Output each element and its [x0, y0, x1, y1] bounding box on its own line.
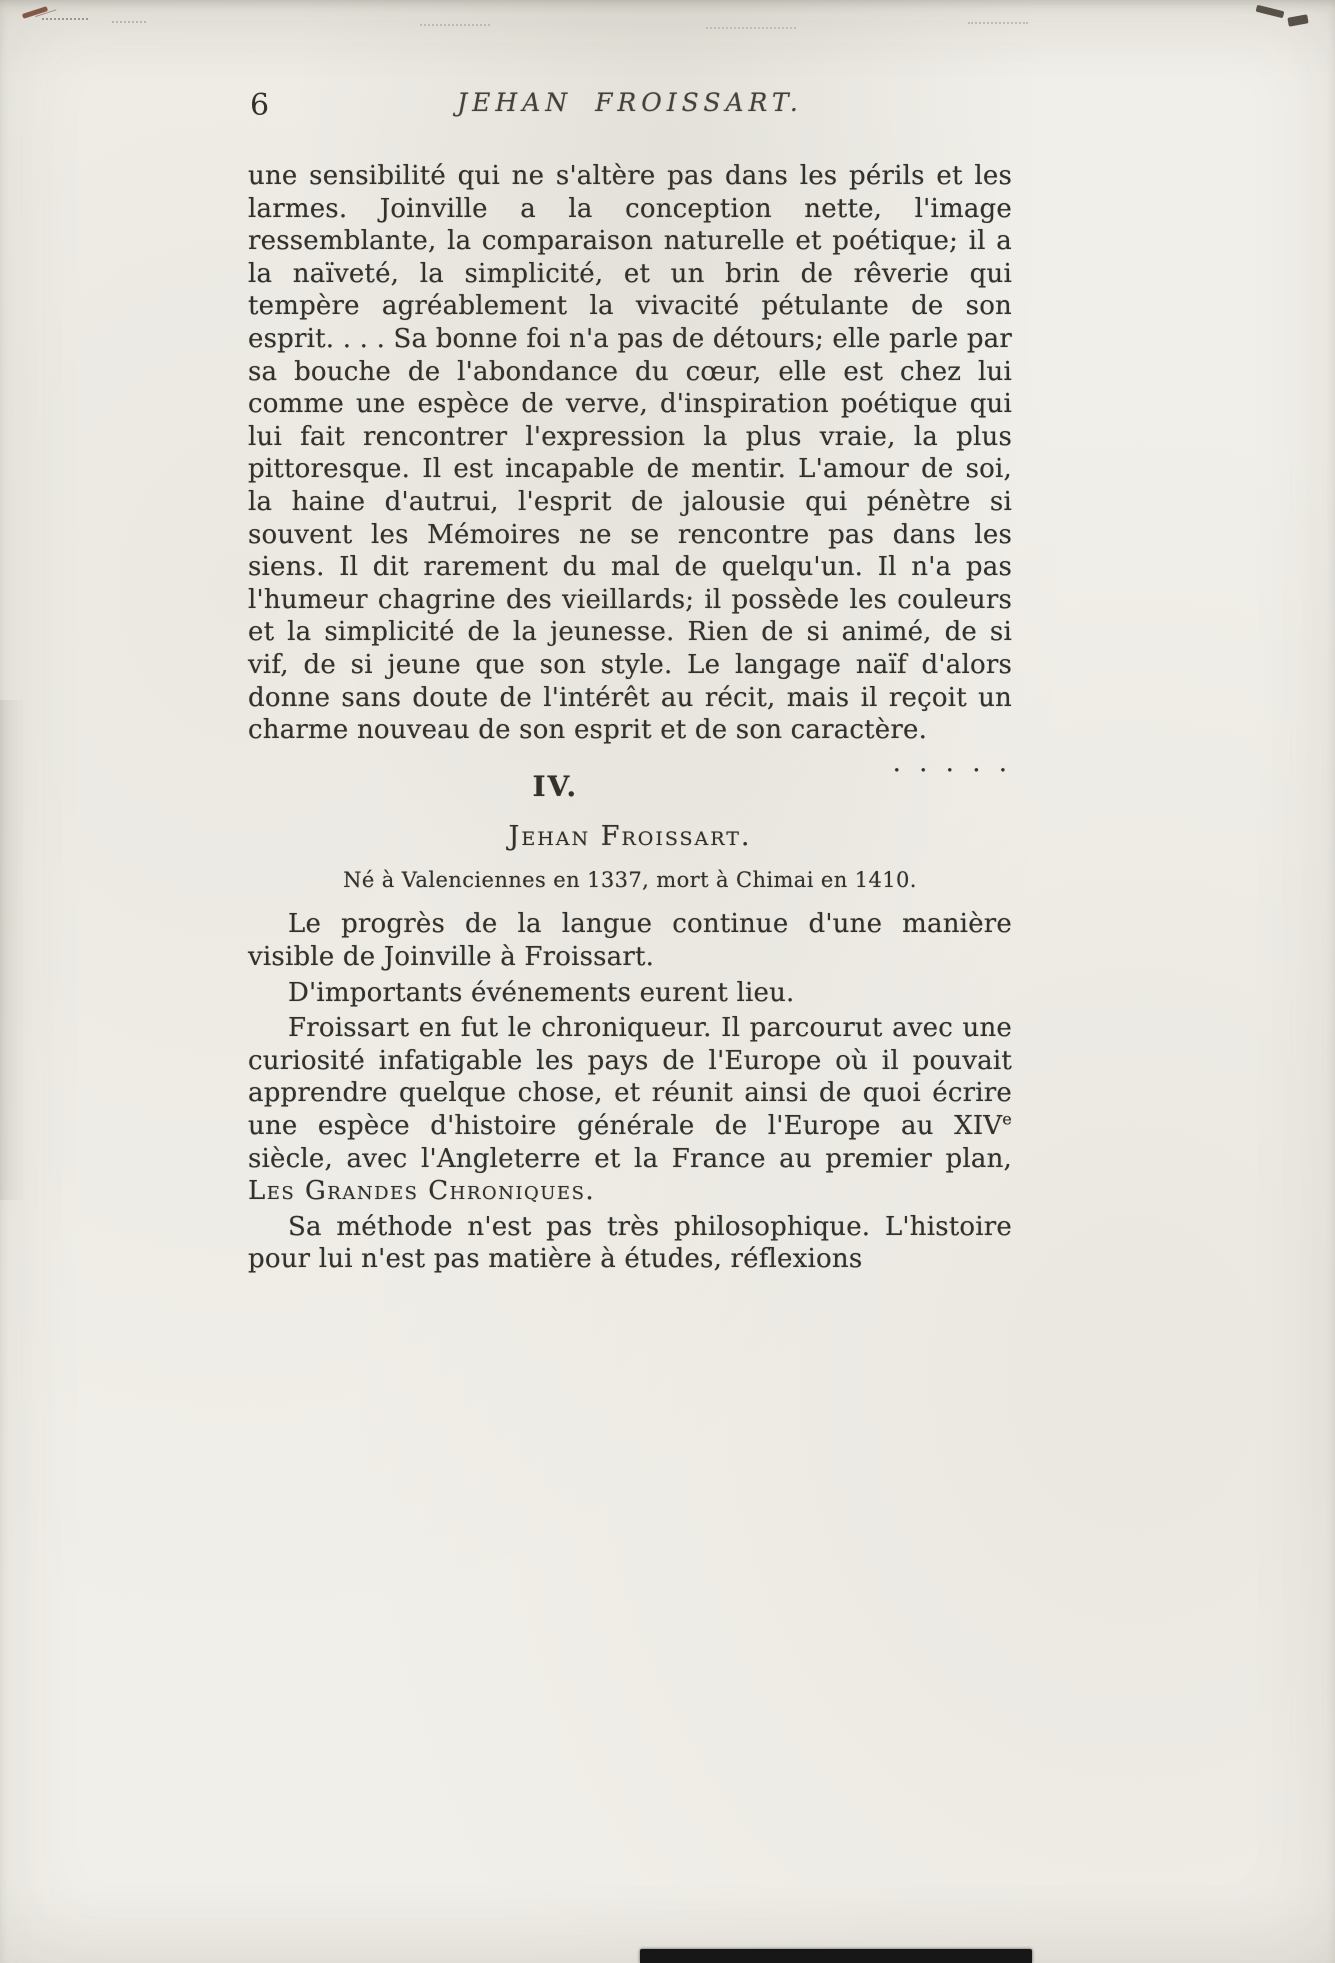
body-paragraph: Le progrès de la langue continue d'une manière visible de Joinville à Froissart. [248, 909, 1012, 973]
paragraph-text: Froissart en fut le chroniqueur. Il parcourut avec une curiosité infatigable les pays de l'Europe où il pouvait apprendre quelque chose, et réunit ainsi de quoi écrire une espèce d'histoire générale de l'Europe au XIV [248, 1013, 1012, 1142]
section-title: Jehan Froissart. [508, 821, 752, 853]
scan-artifact-top-right [1256, 5, 1285, 19]
ellipsis-dots: . . . . . [892, 747, 1012, 778]
work-title-smallcaps: Les Grandes Chroniques [248, 1176, 586, 1207]
paragraph-text: siècle, avec l'Angleterre et la France au premier plan, [248, 1143, 1012, 1174]
running-head [248, 88, 1012, 128]
body-paragraph: D'importants événements eurent lieu. [288, 977, 795, 1008]
scan-artifact-dots [420, 24, 490, 26]
scan-artifact-stain [0, 700, 26, 1200]
scan-artifact-top-left [22, 6, 48, 19]
running-header-title: JEHAN FROISSART. [457, 88, 803, 117]
paragraph-text: . [585, 1176, 594, 1207]
superscript-ordinal: e [1002, 1109, 1012, 1129]
scan-artifact-bottom-bar [640, 1949, 1032, 1963]
body-paragraph [248, 1012, 1012, 1208]
scan-artifact-dots [42, 18, 88, 20]
page-number: 6 [250, 88, 271, 123]
scan-artifact-dots [112, 21, 146, 23]
scan-artifact-dots [968, 22, 1028, 24]
quote-text: une sensibilité qui ne s'altère pas dans les périls et les larmes. Joinville a la conception nette, l'image ressemblante, la comparaison naturelle et poétique; il a la naïveté, la simplicité, et un brin de rêverie qui tempère agréablement la vivacité pétulante de son esprit. . . . Sa bonne foi n'a pas de détours; elle parle par sa bouche de l'abondance du cœur, elle est chez lui comme une espèce de verve, d'inspiration poétique qui lui fait rencontrer l'expression la plus vraie, la plus pittoresque. Il est incapable de mentir. L'amour de soi, la haine d'autrui, l'esprit de jalousie qui pénètre si souvent les Mémoires ne se rencontre pas dans les siens. Il dit rarement du mal de quelqu'un. Il n'a pas l'humeur chagrine des vieillards; il possède les couleurs et la simplicité de la jeunesse. Rien de si animé, de si vif, de si jeune que son style. Le langage naïf d'alors donne sans doute de l'intérêt au récit, mais il reçoit un charme nouveau de son esprit et de son caractère. [248, 161, 1012, 746]
text-block [248, 160, 1012, 1276]
section-numeral: IV. [532, 769, 579, 803]
quote-paragraph [248, 160, 1012, 778]
section-subtitle: Né à Valenciennes en 1337, mort à Chimai en 1410. [343, 867, 917, 892]
body-paragraph: Sa méthode n'est pas très philosophique. L'histoire pour lui n'est pas matière à études, réflexions [248, 1211, 1012, 1275]
scan-artifact-top-right [1287, 14, 1308, 26]
scan-artifact-dots [706, 27, 796, 29]
